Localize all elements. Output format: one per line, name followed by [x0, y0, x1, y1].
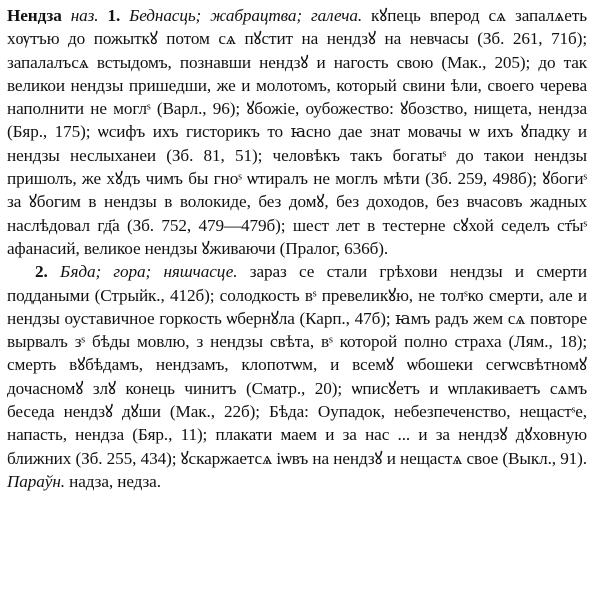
sense-1-text: кꙋпець вперод сѧ запалѧеть хѹтъю до пожыткꙋ потом сѧ пꙋстит на нендзꙋ на невчасы (Зб. 261, 71б); запалалъсѧ встыдомъ, познавши нендзꙋ и нагость свою (Мак., 205); до так великои нендзы пришедши, же и молотомъ, который свини ѣли, своего черева наполнити не моглˢ (Варл., 96); ꙋбожіе, оубожество: ꙋбозство, нищета, нендза (Бяр., 175); ѡсифъ ихъ гисторикъ то ꙗсно дае знат мовачы ѡ ихъ ꙋпадку и нендзы неслыханеи (Зб. 81, 51); человѣкъ такъ богатыˢ до такои нендзы пришолъ, же хꙋдъ чимъ бы гноˢ ѡтиралъ не моглъ мѣти (Зб. 259, 498б); ꙋбогиˢ за ꙋбогим в нендзы в волокиде, без домꙋ, без доходов, без вчасовъ жадных наслѣдовал гд҃а (Зб. 752, 479—479б); шест лет в тестерне сꙋхой седелъ ст҃ыˢ афанасий, великое нендзы ꙋживаючи (Пралог, 636б). [7, 6, 587, 258]
sense-1-definition: Беднасць; жабрацтва; галеча. [129, 6, 363, 25]
part-of-speech: наз. [70, 6, 99, 25]
sense-1-paragraph [7, 4, 587, 260]
sense-2-paragraph [7, 260, 587, 493]
headword: Нендза [7, 6, 62, 25]
dictionary-entry [7, 4, 587, 493]
sense-1-number: 1. [107, 6, 121, 25]
see-also-label: Параўн. [7, 471, 65, 491]
see-also-text: надза, недза. [64, 471, 161, 491]
sense-2-number: 2. [35, 262, 48, 282]
sense-2-text: зараз се стали грѣхови нендзы и смерти поддаными (Стрыйк., 412б); солодкость вˢ превеликꙋю, не толˢко смерти, але и нендзы оуставичное горкость ѡбернꙋла (Карп., 47б); ꙗмъ радъ жем сѧ повторе вырвалъ зˢ бѣды мовлю, з нендзы свѣта, вˢ которой полно страха (Лям., 18); смерть вꙋбѣдамъ, нендзамъ, клопотѡм, и всемꙋ ѡбошеки сегѡсвѣтномꙋ дочасномꙋ злꙋ конець чинитъ (Сматр., 20); ѡписꙋетъ и ѡплакиваетъ сѧмъ беседа нендзꙋ дꙋши (Мак., 22б); Бѣда: Оупадок, небезпеченство, нещастˢе, напасть, нендза (Бяр., 11); плакати маем и за нас ... и за нендзꙋ дꙋховную ближних (Зб. 255, 434); ꙋскаржаетсѧ іѡвъ на нендзꙋ и нещастѧ свое (Выкл., 91). [7, 262, 587, 468]
sense-2-definition: Бяда; гора; няшчасце. [60, 262, 238, 282]
